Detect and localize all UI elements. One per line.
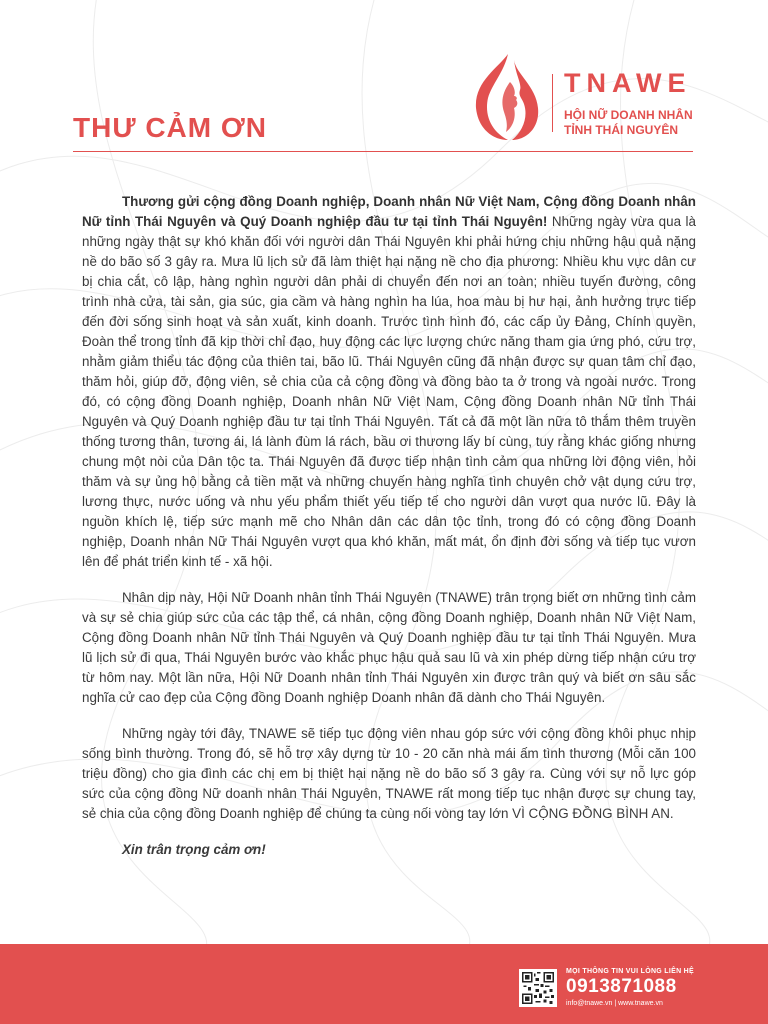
flame-woman-profile-icon (470, 52, 546, 142)
closing-line: Xin trân trọng cảm ơn! (122, 842, 266, 857)
letter-body (82, 192, 696, 876)
letter-title: THƯ CẢM ƠN (73, 112, 267, 143)
paragraph-3: Những ngày tới đây, TNAWE sẽ tiếp tục động viên nhau góp sức với cộng đồng khôi phục nhịp sống bình thường. Trong đó, sẽ hỗ trợ xây dựng từ 10 - 20 căn nhà mái ấm tình thương (Mỗi căn 100 triệu đồng) cho gia đình các chị em bị thiệt hại nặng nề do bão số 3 gây ra. Cùng với sự nỗ lực góp sức của cộng đồng Nữ doanh nhân Thái Nguyên, TNAWE rất mong tiếp tục nhận được sự chung tay, sẻ chia của cộng đồng Doanh nghiệp để chúng ta cùng nối vòng tay lớn VÌ CỘNG ĐỒNG BÌNH AN. (82, 726, 696, 821)
qr-code[interactable] (519, 969, 557, 1007)
logo-subtitle-line2: TỈNH THÁI NGUYÊN (564, 123, 678, 137)
logo-divider (552, 74, 553, 132)
qr-code-icon (522, 972, 554, 1004)
logo-subtitle-line1: HỘI NỮ DOANH NHÂN (564, 108, 693, 122)
footer-email-website[interactable]: info@tnawe.vn | www.tnawe.vn (566, 1000, 663, 1007)
paragraph-2: Nhân dịp này, Hội Nữ Doanh nhân tỉnh Thái Nguyên (TNAWE) trân trọng biết ơn những tình cảm và sự sẻ chia giúp sức của các tập thể, cá nhân, cộng đồng Doanh nghiệp, Doanh nhân Nữ Việt Nam, Cộng đồng Doanh nhân Nữ tỉnh Thái Nguyên và Quý Doanh nghiệp đầu tư tại tỉnh Thái Nguyên. Mưa lũ lịch sử đi qua, Thái Nguyên bước vào khắc phục hậu quả sau lũ và xin phép dừng tiếp nhận cứu trợ từ hôm nay. Một lần nữa, Hội Nữ Doanh nhân tỉnh Thái Nguyên xin được trân quý và biết ơn sâu sắc nghĩa cử cao đẹp của Cộng đồng Doanh nghiệp Doanh nhân đã dành cho Thái Nguyên. (82, 590, 696, 705)
paragraph-1 (82, 192, 696, 572)
paragraph-1-text: Những ngày vừa qua là những ngày thật sự khó khăn đối với người dân Thái Nguyên khi phải hứng chịu những hậu quả nặng nề do bão số 3 gây ra. Mưa lũ lịch sử đã làm thiệt hại nặng nề cho địa phương: Nhiều khu vực dân cư bị chia cắt, cô lập, hàng nghìn người dân phải di chuyển đến nơi an toàn; nhiều tuyến đường, công trình nhà cửa, tài sản, gia súc, gia cầm và hàng nghìn ha lúa, hoa màu bị hư hại, ảnh hưởng trực tiếp đến đời sống sinh hoạt và sản xuất, kinh doanh. Trước tình hình đó, các cấp ủy Đảng, Chính quyền, Đoàn thể trong tỉnh đã kịp thời chỉ đạo, huy động các lực lượng chức năng tham gia ứng phó, cứu trợ, nhằm giảm thiểu tác động của thiên tai, bão lũ. Thái Nguyên cũng đã nhận được sự quan tâm chỉ đạo, thăm hỏi, giúp đỡ, động viên, sẻ chia của cả cộng đồng và đồng bào ta ở trong và ngoài nước. Trong đó, có cộng đồng Doanh nghiệp, Doanh nhân Nữ Việt Nam, Cộng đồng Doanh nhân Nữ tỉnh Thái Nguyên và Quý Doanh nghiệp đầu tư tại tỉnh Thái Nguyên. Tất cả đã một lần nữa tô thắm thêm truyền thống tương thân, tương ái, lá lành đùm lá rách, bầu ơi thương lấy bí cùng, tuy rằng khác giống nhưng chung một nòi của Dân tộc ta. Thái Nguyên đã được tiếp nhận tình cảm qua những lời động viên, hỏi thăm và sự ủng hộ bằng cả tiền mặt và những chuyến hàng nghĩa tình chuyên chở vật dụng cứu trợ, lương thực, nước uống và nhu yếu phẩm thiết yếu tiếp tế cho người dân vượt qua nước lũ. Đây là nguồn khích lệ, tiếp sức mạnh mẽ cho Nhân dân các dân tộc tỉnh, trong đó có cộng đồng Doanh nghiệp, Doanh nhân Nữ Thái Nguyên vượt qua khó khăn, mất mát, ổn định đời sống và tiếp tục vươn lên để phát triển kinh tế - xã hội. (82, 214, 696, 569)
header-divider (73, 151, 693, 152)
salutation: Thương gửi cộng đồng Doanh nghiệp, Doanh nhân Nữ Việt Nam, Cộng đồng Doanh nhân Nữ tỉnh Thái Nguyên và Quý Doanh nghiệp đầu tư tại tỉnh Thái Nguyên! (82, 194, 696, 229)
footer-contact-label: MỌI THÔNG TIN VUI LÒNG LIÊN HỆ (566, 968, 694, 975)
footer-phone-number[interactable]: 0913871088 (566, 976, 677, 997)
logo-brand-name: TNAWE (564, 68, 692, 98)
tnawe-logo (470, 52, 700, 142)
